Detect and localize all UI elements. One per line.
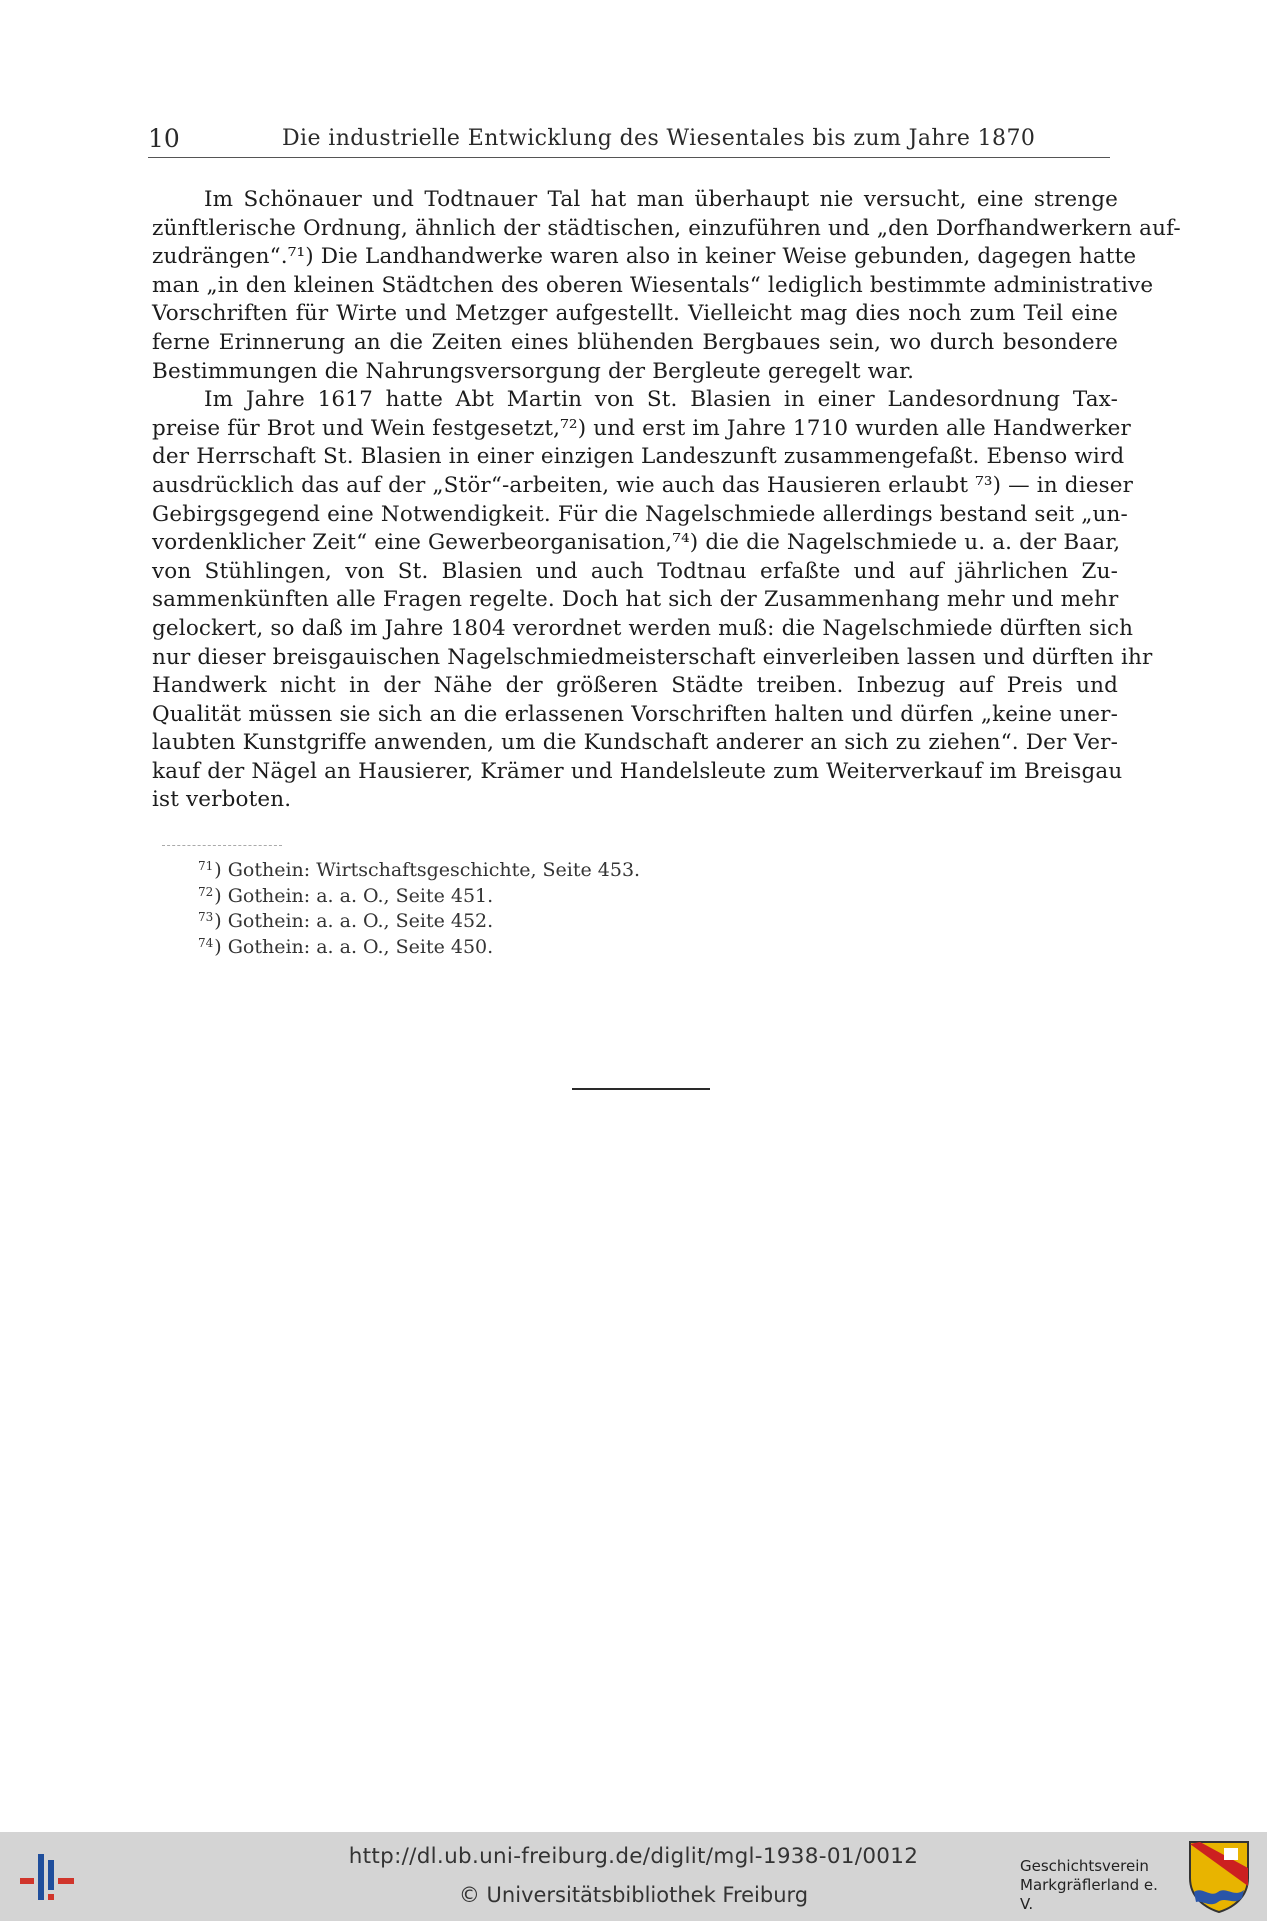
text-line: laubten Kunstgriffe anwenden, um die Kundschaft anderer an sich zu ziehen“. Der Ver- [152,730,1118,756]
copyright-notice: © Universitätsbibliothek Freiburg [458,1883,809,1907]
end-rule [572,1088,710,1090]
text-line: Im Schönauer und Todtnauer Tal hat man überhaupt nie versucht, eine strenge [204,187,1118,212]
footnote-separator [162,845,282,846]
text-line: Qualität müssen sie sich an die erlassenen Vorschriften halten und dürfen „keine uner- [152,701,1118,727]
text-line: der Herrschaft St. Blasien in einer einzigen Landeszunft zusammengefaßt. Ebenso wird [152,444,1125,470]
footnote-text: Gothein: a. a. O., Seite 452. [227,910,494,932]
footnote [198,907,640,933]
footnote-text: Gothein: a. a. O., Seite 450. [227,935,494,958]
footnote [198,856,640,882]
text-line: Gebirgsgegend eine Notwendigkeit. Für die Nagelschmiede allerdings bestand seit „un- [152,501,1128,527]
footnote-mark: 73 [198,910,214,924]
footnotes [198,856,640,958]
text-line: ausdrücklich das auf der „Stör“-arbeiten, wie auch das Hausieren erlaubt ⁷³) — in dieser [152,472,1134,498]
text-line: Im Jahre 1617 hatte Abt Martin von St. Blasien in einer Landesordnung Tax- [204,387,1118,413]
viewer-footer [0,1832,1267,1921]
text-line: Bestimmungen die Nahrungsversorgung der Bergleute geregelt war. [152,358,915,384]
footnote-mark: 74 [198,935,214,950]
running-header [148,120,1118,154]
footnote-text: Gothein: a. a. O., Seite 451. [227,884,494,907]
header-rule [148,157,1110,158]
society-line-1: Geschichtsverein [1020,1857,1149,1875]
ub-freiburg-logo-icon[interactable] [18,1850,78,1904]
society-line-2: Markgräflerland e. V. [1020,1876,1158,1913]
footnote-paren: ) [214,859,228,881]
text-line: ferne Erinnerung an die Zeiten eines blühenden Bergbaues sein, wo durch besondere [152,329,1118,355]
footnote [198,882,640,908]
footnote-paren: ) [214,884,228,907]
text-line: gelockert, so daß im Jahre 1804 verordnet werden muß: die Nagelschmiede dürften sich [152,615,1134,641]
text-line: zudrängen“.⁷¹) Die Landhandwerke waren also in keiner Weise gebunden, dagegen hatte [152,244,1137,270]
footnote-text: Gothein: Wirtschaftsgeschichte, Seite 453. [227,859,641,881]
paragraph [152,386,1153,815]
permalink-url[interactable]: http://dl.ub.uni-freiburg.de/diglit/mgl-1938-01/0012 [348,1844,919,1869]
text-line: kauf der Nägel an Hausierer, Krämer und Handelsleute zum Weiterverkauf im Breisgau [152,758,1123,784]
paragraph [152,186,1181,386]
page-number: 10 [148,124,180,153]
text-line: vordenklicher Zeit“ eine Gewerbeorganisation,⁷⁴) die die Nagelschmiede u. a. der Baar, [152,530,1121,556]
footnote-mark: 72 [198,884,214,899]
footnote-paren: ) [214,935,228,958]
text-line: zünftlerische Ordnung, ähnlich der städtischen, einzuführen und „den Dorfhandwerkern auf- [152,215,1181,241]
running-title: Die industrielle Entwicklung des Wiesentales bis zum Jahre 1870 [282,126,1036,151]
coat-of-arms-icon[interactable] [1186,1838,1252,1914]
text-line: nur dieser breisgauischen Nagelschmiedmeisterschaft einverleiben lassen und dürften ihr [152,644,1153,670]
text-line: preise für Brot und Wein festgesetzt,⁷²) und erst im Jahre 1710 wurden alle Handwerker [152,415,1131,441]
footnote-mark: 71 [198,859,214,873]
text-line: ist verboten. [152,787,292,813]
footnote [198,933,640,959]
text-line: von Stühlingen, von St. Blasien und auch Todtnau erfaßte und auf jährlichen Zu- [152,558,1118,584]
society-name [1020,1857,1170,1914]
text-line: Handwerk nicht in der Nähe der größeren Städte treiben. Inbezug auf Preis und [152,673,1118,699]
text-line: Vorschriften für Wirte und Metzger aufgestellt. Vielleicht mag dies noch zum Teil eine [152,301,1118,327]
footnote-paren: ) [214,910,228,932]
text-line: man „in den kleinen Städtchen des oberen Wiesentals“ lediglich bestimmte administrative [152,272,1154,298]
text-line: sammenkünften alle Fragen regelte. Doch hat sich der Zusammenhang mehr und mehr [152,587,1119,613]
body-text [152,186,1181,815]
